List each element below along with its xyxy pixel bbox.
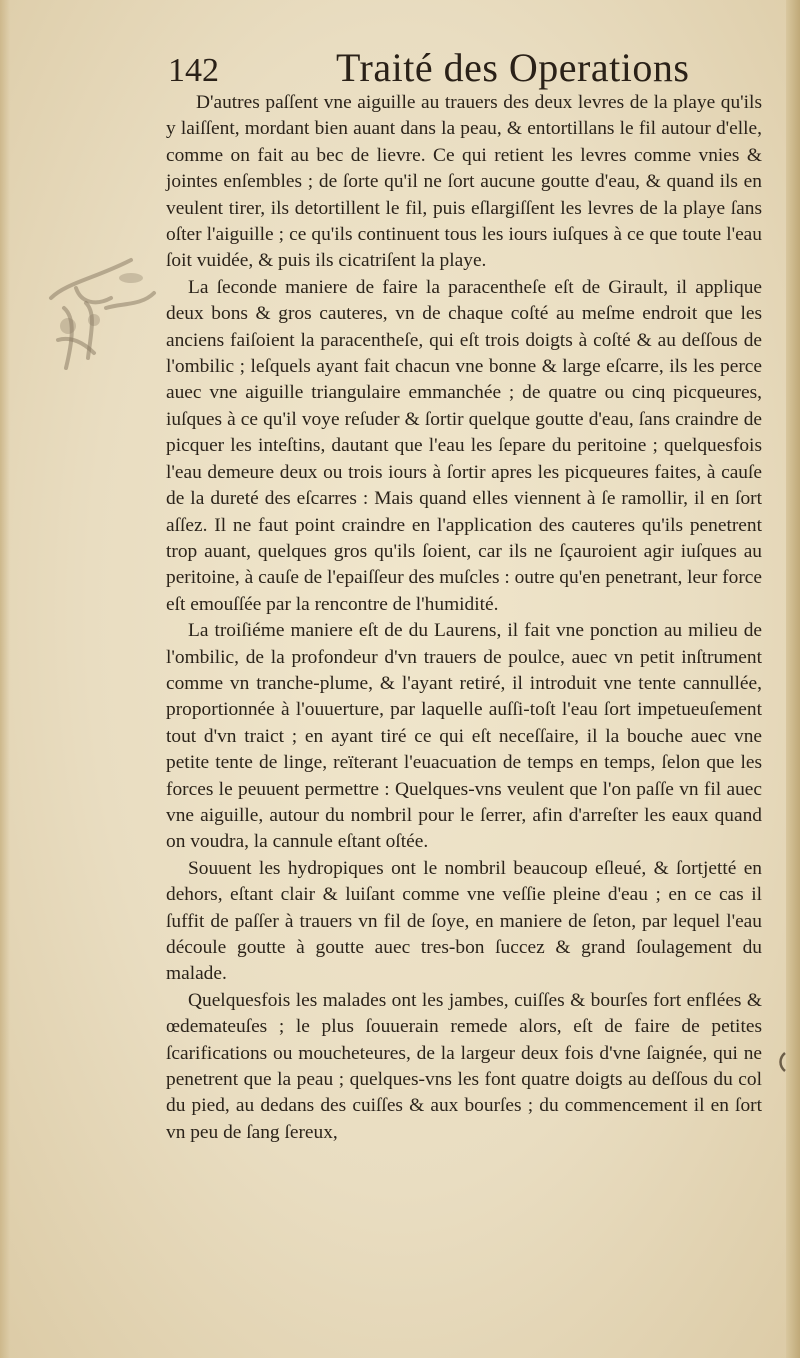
margin-mark-icon: [776, 1050, 790, 1074]
paragraph: La troiſiéme maniere eſt de du Laurens, il fait vne ponction au milieu de l'ombilic, de la profondeur d'vn trauers de poulce, auec vn petit inſtrument comme vn tranche-plume, & l'ayant retiré, il introduit vne tente cannullée, proportionnée à l'ouuerture, par laquelle auſſi-toſt l'eau ſort impetueuſement tout d'vn traict ; en ayant tiré ce qui eſt neceſſaire, il la bouche auec vne petite tente de linge, reïterant l'euacuation de temps en temps, ſelon que les forces le peuuent permettre : Quelques-vns veulent que l'on paſſe vn fil auec vne aiguille, autour du nombril pour le ſerrer, afin d'arreſter les eaux quand on voudra, la cannule eſtant oſtée.: [166, 620, 762, 853]
main-text: [166, 90, 762, 1146]
page-header: [168, 44, 768, 94]
paragraph: Souuent les hydropiques ont le nombril beaucoup eſleué, & ſortjetté en dehors, eſtant clair & luiſant comme vne veſſie pleine d'eau ; en ce cas il ſuffit de paſſer à trauers vn fil de ſoye, en maniere de ſeton, par lequel l'eau découle goutte à goutte auec tres-bon ſuccez & grand ſoulagement du malade.: [166, 857, 762, 985]
paragraph: D'autres paſſent vne aiguille au trauers des deux levres de la playe qu'ils y laiſſent, mordant bien auant dans la peau, & entortillans le fil autour d'elle, comme on fait au bec de lievre. Ce qui retient les levres comme vnies & jointes enſembles ; de ſorte qu'il ne ſort aucune goutte d'eau, & quand ils en veulent tirer, ils detortillent le fil, puis eſlargiſſent les levres de la playe ſans oſter l'aiguille ; ce qu'ils continuent tous les iours iuſques à ce que toute l'eau ſoit vuidée, & puis ils cicatriſent la playe.: [166, 92, 762, 272]
paragraph: La ſeconde maniere de faire la paracentheſe eſt de Girault, il applique deux bons & gros cauteres, vn de chaque coſté au meſme endroit que les anciens faiſoient la paracentheſe, qui eſt trois doigts à coſté & au deſſous de l'ombilic ; leſquels ayant fait chacun vne bonne & large eſcarre, ils les perce auec vne aiguille triangulaire emmanchée ; de quatre ou cinq picqueures, iuſques à ce qu'il voye reſuder & ſortir quelque goutte d'eau, ſans craindre de picquer les inteſtins, dautant que l'eau les ſepare du peritoine ; quelquesfois l'eau demeure deux ou trois iours à ſortir apres les picqueures faites, à cauſe de la dureté des eſcarres : Mais quand elles viennent à ſe ramollir, il en ſort aſſez. Il ne faut point craindre en l'application des cauteres qu'ils penetrent trop auant, quelques gros qu'ils ſoient, car ils ne ſçauroient agir iuſques au peritoine, à cauſe de l'epaiſſeur des muſcles : outre qu'en penetrant, leur force eſt emouſſée par la rencontre de l'humidité.: [166, 276, 762, 615]
page-gutter-shadow: [0, 0, 10, 1358]
bleed-through-flourish-icon: [36, 248, 166, 388]
paragraph: Quelquesfois les malades ont les jambes, cuiſſes & bourſes fort enflées & œdemateuſes ; le plus ſouuerain remede alors, eſt de faire de petites ſcarifications ou moucheteures, de la largeur deux fois d'vne ſaignée, qui ne penetrent que la peau ; quelques-vns les font quatre doigts au deſſous du col du pied, au dedans des cuiſſes & aux bourſes ; du commencement il en ſort vn peu de ſang ſereux,: [166, 989, 762, 1143]
page-edge: [786, 0, 800, 1358]
page-number: 142: [168, 52, 219, 89]
running-title: Traité des Operations: [336, 45, 690, 90]
